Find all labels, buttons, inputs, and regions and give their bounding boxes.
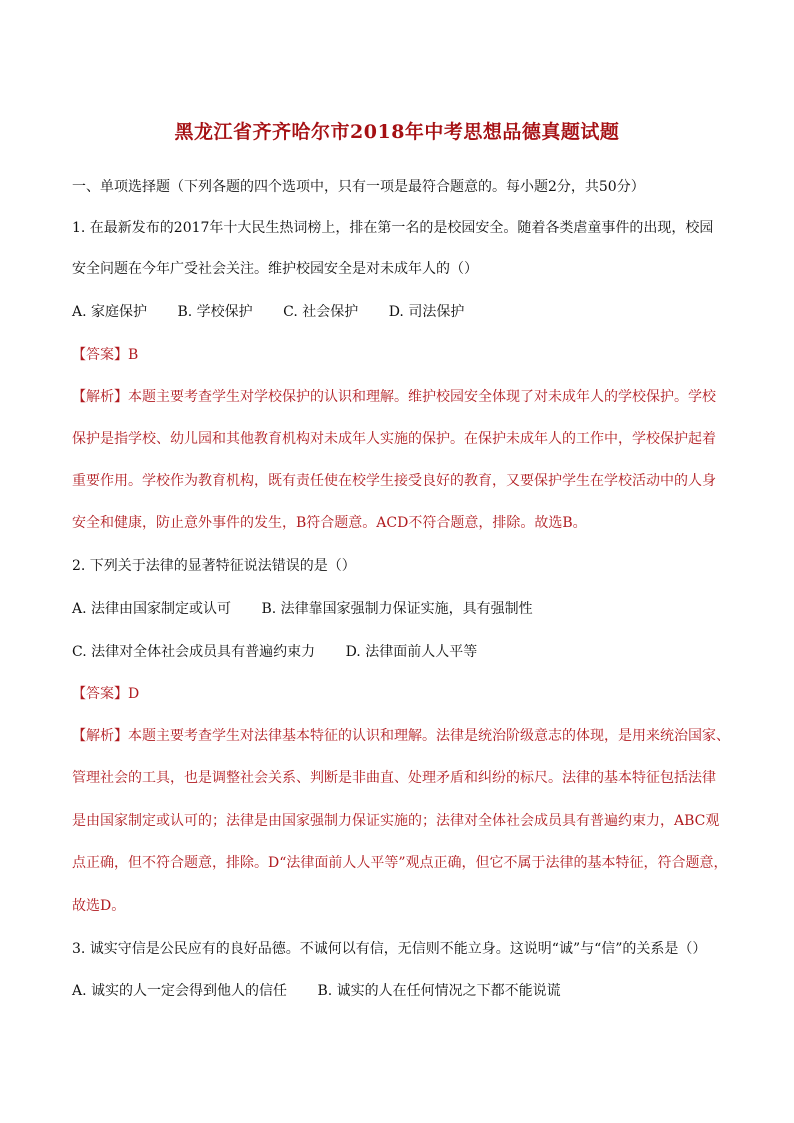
question-1-options	[72, 302, 732, 322]
question-2-answer: 【答案】D	[72, 686, 140, 702]
question-1-stem-line-2: 安全问题在今年广受社会关注。维护校园安全是对未成年人的（）	[72, 261, 478, 277]
question-1-answer: 【答案】B	[72, 347, 139, 363]
question-3-options-row-1	[72, 981, 732, 1001]
question-2-stem-line-1: 2. 下列关于法律的显著特征说法错误的是（）	[72, 558, 356, 574]
document-title: 黑龙江省齐齐哈尔市2018年中考思想品德真题试题	[174, 121, 620, 143]
question-1-option-d: D. 司法保护	[388, 304, 465, 320]
question-1-analysis-line-1: 【解析】本题主要考查学生对学校保护的认识和理解。维护校园安全体现了对未成年人的学校保护。学校	[72, 389, 716, 405]
section-heading: 一、单项选择题（下列各题的四个选项中，只有一项是最符合题意的。每小题2分，共50分）	[72, 179, 645, 195]
question-2-analysis-line-2: 管理社会的工具，也是调整社会关系、判断是非曲直、处理矛盾和纠纷的标尺。法律的基本特征包括法律	[72, 770, 716, 786]
question-2-analysis-line-4: 点正确，但不符合题意，排除。D“法律面前人人平等”观点正确，但它不属于法律的基本特征，符合题意，	[72, 855, 728, 871]
question-3-option-a: A. 诚实的人一定会得到他人的信任	[72, 983, 288, 999]
question-2-options-row-2	[72, 642, 732, 662]
question-1-analysis-line-3: 重要作用。学校作为教育机构，既有责任使在校学生接受良好的教育，又要保护学生在学校活动中的人身	[72, 473, 716, 489]
question-1-option-a: A. 家庭保护	[72, 304, 148, 320]
question-1-option-c: C. 社会保护	[283, 304, 359, 320]
question-1-analysis-line-4: 安全和健康，防止意外事件的发生，B符合题意。ACD不符合题意，排除。故选B。	[72, 515, 587, 531]
question-3-stem-line-1: 3. 诚实守信是公民应有的良好品德。不诚何以有信，无信则不能立身。这说明“诚”与“信”的关系是（）	[72, 941, 707, 957]
question-1-stem-line-1: 1. 在最新发布的2017年十大民生热词榜上，排在第一名的是校园安全。随着各类虐童事件的出现，校园	[72, 220, 714, 236]
question-3-option-b: B. 诚实的人在任何情况之下都不能说谎	[317, 983, 561, 999]
question-2-options-row-1	[72, 599, 732, 619]
question-2-analysis-line-5: 故选D。	[72, 898, 126, 914]
question-2-analysis-line-1: 【解析】本题主要考查学生对法律基本特征的认识和理解。法律是统治阶级意志的体现，是用来统治国家、	[72, 728, 730, 744]
question-2-option-b: B. 法律靠国家强制力保证实施，具有强制性	[261, 601, 533, 617]
question-2-option-d: D. 法律面前人人平等	[345, 644, 478, 660]
question-2-analysis-line-3: 是由国家制定或认可的；法律是由国家强制力保证实施的；法律对全体社会成员具有普遍约束力，ABC观	[72, 813, 720, 829]
question-1-analysis-line-2: 保护是指学校、幼儿园和其他教育机构对未成年人实施的保护。在保护未成年人的工作中，学校保护起着	[72, 431, 716, 447]
question-2-option-c: C. 法律对全体社会成员具有普遍约束力	[72, 644, 316, 660]
question-1-option-b: B. 学校保护	[177, 304, 253, 320]
question-2-option-a: A. 法律由国家制定或认可	[72, 601, 232, 617]
